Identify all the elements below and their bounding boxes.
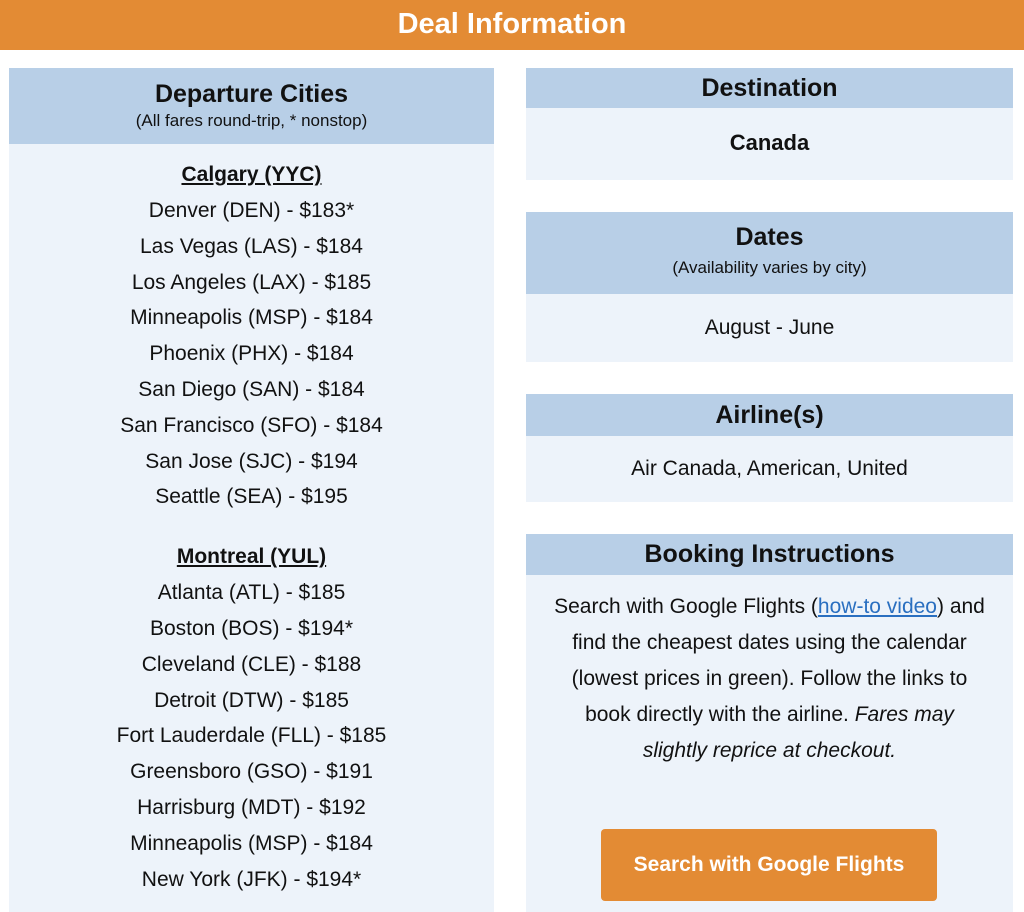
- reprice-note: Fares may slightly reprice at checkout.: [642, 703, 954, 762]
- deal-information-banner: [0, 0, 1024, 50]
- route-fare-item: Atlanta (ATL) - $185: [157, 581, 346, 605]
- dates-subtitle: (Availability varies by city): [672, 258, 867, 277]
- route-fare-item: Detroit (DTW) - $185: [154, 688, 349, 712]
- departure-cities-subtitle: (All fares round-trip, * nonstop): [135, 111, 368, 130]
- airlines-value: Air Canada, American, United: [631, 457, 908, 480]
- departure-cities-header: [9, 68, 494, 144]
- dates-title: Dates: [735, 223, 804, 251]
- route-fare-item: San Diego (SAN) - $184: [138, 377, 365, 401]
- route-fare-item: San Francisco (SFO) - $184: [120, 413, 383, 437]
- route-fare-item: Greensboro (GSO) - $191: [130, 760, 373, 784]
- destination-box: [526, 68, 1013, 180]
- booking-header: [526, 534, 1013, 575]
- airlines-title: Airline(s): [715, 401, 824, 429]
- route-fare-item: Denver (DEN) - $183*: [148, 199, 355, 222]
- banner-title: Deal Information: [397, 8, 627, 40]
- airlines-header: [526, 394, 1013, 436]
- route-fare-item: Fort Lauderdale (FLL) - $185: [116, 724, 387, 748]
- search-google-flights-button[interactable]: Search with Google Flights: [601, 829, 937, 901]
- route-fare-item: Seattle (SEA) - $195: [155, 485, 348, 509]
- destination-value: Canada: [729, 130, 810, 155]
- booking-title: Booking Instructions: [644, 540, 895, 568]
- how-to-video-link[interactable]: how-to video: [817, 595, 937, 618]
- route-fare-item: Minneapolis (MSP) - $184: [130, 831, 373, 855]
- departure-city-name: Calgary (YYC): [181, 163, 322, 186]
- departure-city-list: [9, 144, 494, 897]
- route-fare-item: San Jose (SJC) - $194: [145, 449, 358, 473]
- route-fare-item: New York (JFK) - $194*: [141, 867, 362, 891]
- departure-cities-panel: [9, 68, 494, 912]
- route-fare-item: Minneapolis (MSP) - $184: [130, 306, 373, 330]
- booking-text-after: ) and find the cheapest dates using the calendar (lowest prices in green). Follow the links to book directly with the airline.: [571, 595, 985, 726]
- route-fare-item: Las Vegas (LAS) - $184: [140, 234, 363, 258]
- dates-header: [526, 212, 1013, 294]
- destination-title: Destination: [701, 74, 838, 102]
- route-fare-item: Boston (BOS) - $194*: [149, 616, 354, 640]
- departure-cities-title: Departure Cities: [154, 80, 349, 108]
- route-fare-item: Harrisburg (MDT) - $192: [137, 795, 366, 819]
- airlines-box: [526, 394, 1013, 502]
- city-block: [9, 539, 494, 897]
- destination-header: [526, 68, 1013, 108]
- route-fare-item: Phoenix (PHX) - $184: [149, 342, 354, 366]
- city-block: [9, 157, 494, 515]
- departure-city-name: Montreal (YUL): [176, 545, 327, 569]
- booking-instructions-text: [526, 575, 1013, 769]
- route-fare-item: Los Angeles (LAX) - $185: [131, 270, 372, 294]
- booking-text-before: Search with Google Flights (: [554, 595, 818, 618]
- booking-instructions-box: [526, 534, 1013, 912]
- route-fare-item: Cleveland (CLE) - $188: [141, 652, 362, 676]
- dates-value: August - June: [704, 316, 835, 339]
- dates-box: [526, 212, 1013, 362]
